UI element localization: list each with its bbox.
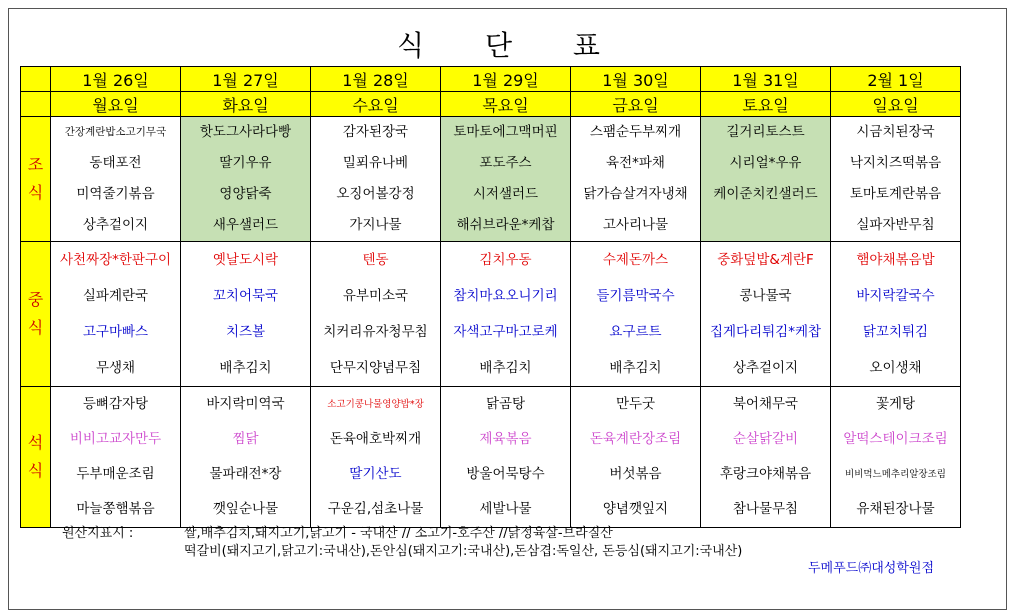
menu-cell: [571, 242, 701, 387]
menu-cell: [51, 387, 181, 528]
dish: 배추김치: [609, 360, 662, 376]
dish: 등뼈감자탕: [82, 396, 149, 412]
dish: 콩나물국: [739, 288, 792, 304]
date-row: [21, 67, 961, 92]
lunch-row: [21, 242, 961, 387]
dish: 치커리유자청무침: [323, 324, 428, 340]
dish: 실파계란국: [82, 288, 149, 304]
dish: 육전*파채: [606, 155, 665, 171]
date-cell: 1월 30일: [571, 67, 701, 92]
origin-line: 떡갈비(돼지고기,닭고기:국내산),돈안심(돼지고기:국내산),돈삼겹:독일산, 돈등심(돼지고기:국내산): [184, 544, 743, 559]
weekday-cell: 월요일: [51, 92, 181, 117]
date-cell: 1월 27일: [181, 67, 311, 92]
menu-cell: [701, 117, 831, 242]
menu-cell: [181, 387, 311, 528]
dish: 오징어볼강정: [336, 186, 415, 202]
dish: 바지락칼국수: [856, 288, 935, 304]
weekday-cell: 수요일: [311, 92, 441, 117]
dish: 버섯볶음: [609, 466, 662, 482]
menu-cell: [181, 242, 311, 387]
menu-cell: [831, 117, 961, 242]
meal-label-char: 식: [27, 318, 44, 337]
menu-cell: [311, 242, 441, 387]
dish: 유채된장나물: [856, 501, 935, 517]
dish: 세발나물: [479, 501, 532, 517]
dish: 시리얼*우유: [729, 155, 802, 171]
corner-cell: [21, 92, 51, 117]
dish: 스팸순두부찌개: [589, 124, 682, 140]
dish: 요구르트: [609, 324, 662, 340]
meal-label-char: 중: [27, 290, 44, 309]
dish: 토마토에그맥머핀: [453, 124, 558, 140]
dish: 김치우동: [479, 252, 532, 268]
dish: 배추김치: [479, 360, 532, 376]
menu-cell: [311, 387, 441, 528]
dish: 닭가슴살겨자냉채: [583, 186, 688, 202]
dish: 간장계란밥소고기무국: [64, 126, 167, 138]
dish: 핫도그사라다빵: [199, 124, 292, 140]
menu-cell: [181, 117, 311, 242]
dish: 딸기우유: [219, 155, 272, 171]
menu-cell: [441, 387, 571, 528]
dish: 구운김,섬초나물: [327, 501, 424, 517]
menu-cell: [831, 242, 961, 387]
dish: 토마토계란볶음: [849, 186, 942, 202]
menu-cell: [701, 387, 831, 528]
dish: 방울어묵탕수: [466, 466, 545, 482]
menu-cell: [441, 117, 571, 242]
dish: 닭곰탕: [485, 396, 526, 412]
dish: [701, 210, 830, 241]
origin-line: 쌀,배추김치,돼지고기,닭고기 - 국내산 // 소고기-호주산 //닭정육살-브라질산: [184, 526, 613, 541]
dish: 꽃게탕: [875, 396, 916, 412]
date-cell: 1월 26일: [51, 67, 181, 92]
dish: 배추김치: [219, 360, 272, 376]
dish: 새우샐러드: [212, 217, 279, 233]
dish: 알떡스테이크조림: [843, 431, 948, 447]
weekday-cell: 일요일: [831, 92, 961, 117]
dish: 들기름막국수: [596, 288, 675, 304]
dish: 후랑크야채볶음: [719, 466, 812, 482]
dish: 사천짜장*한판구이: [59, 252, 172, 268]
dish: 돈육계란장조림: [589, 431, 682, 447]
dish: 제육볶음: [479, 431, 532, 447]
meal-label-char: 식: [27, 183, 44, 202]
dish: 북어채무국: [732, 396, 799, 412]
dish: 낙지치즈떡볶음: [849, 155, 942, 171]
weekday-cell: 화요일: [181, 92, 311, 117]
dish: 비비먹느메추리알장조림: [845, 469, 946, 480]
dish: 텐동: [362, 252, 389, 268]
menu-cell: [311, 117, 441, 242]
date-cell: 1월 31일: [701, 67, 831, 92]
dish: 중화덮밥&계란F: [717, 252, 814, 268]
dish: 해쉬브라운*케찹: [456, 217, 555, 233]
dish: 가지나물: [349, 217, 402, 233]
dish: 오이생채: [869, 360, 922, 376]
menu-cell: [571, 387, 701, 528]
weekday-cell: 토요일: [701, 92, 831, 117]
dish: 케이준치킨샐러드: [713, 186, 818, 202]
dish: 바지락미역국: [206, 396, 285, 412]
dish: 상추겉이지: [732, 360, 799, 376]
dish: 햄야채볶음밥: [856, 252, 935, 268]
meal-label-char: 식: [27, 461, 44, 480]
dish: 닭꼬치튀김: [862, 324, 929, 340]
dish: 집게다리튀김*케찹: [709, 324, 822, 340]
dish: 참나물무침: [732, 501, 799, 517]
dish: 양념깻잎지: [602, 501, 669, 517]
dish: 고구마빠스: [82, 324, 149, 340]
date-cell: 1월 29일: [441, 67, 571, 92]
meal-table: [20, 66, 961, 528]
page-title: 식 단 표: [397, 29, 626, 62]
meal-label-breakfast: [21, 117, 51, 242]
dish: 비비고교자만두: [69, 431, 162, 447]
dish: 고사리나물: [602, 217, 669, 233]
dish: 물파래전*장: [209, 466, 282, 482]
menu-cell: [571, 117, 701, 242]
meal-label-dinner: [21, 387, 51, 528]
menu-cell: [441, 242, 571, 387]
dish: 소고기콩나물영양밥*장: [327, 399, 424, 410]
dish: 돈육애호박찌개: [329, 431, 422, 447]
dish: 유부미소국: [342, 288, 409, 304]
meal-label-char: 조: [27, 155, 44, 174]
dish: 길거리토스트: [726, 124, 805, 140]
dish: 감자된장국: [342, 124, 409, 140]
dish: 시저샐러드: [472, 186, 539, 202]
dish: 밀푀유나베: [342, 155, 409, 171]
weekday-cell: 목요일: [441, 92, 571, 117]
dish: 실파자반무침: [856, 217, 935, 233]
dish: 치즈볼: [225, 324, 266, 340]
vendor-name: 두메푸드㈜대성학원점: [808, 561, 935, 576]
corner-cell: [21, 67, 51, 92]
meal-label-lunch: [21, 242, 51, 387]
dish: 상추겉이지: [82, 217, 149, 233]
dish: 동태포전: [89, 155, 142, 171]
dish: 자색고구마고로케: [453, 324, 558, 340]
breakfast-row: [21, 117, 961, 242]
dish: 두부매운조림: [76, 466, 155, 482]
dish: 포도주스: [479, 155, 532, 171]
dish: 찜닭: [232, 431, 259, 447]
dish: 만두굿: [615, 396, 656, 412]
dish: 영양닭죽: [219, 186, 272, 202]
origin-label: 원산지표시 :: [62, 526, 134, 541]
dish: 수제돈까스: [602, 252, 669, 268]
dish: 무생채: [95, 360, 136, 376]
weekday-cell: 금요일: [571, 92, 701, 117]
menu-cell: [701, 242, 831, 387]
dish: 딸기산도: [349, 466, 402, 482]
dish: 옛날도시락: [212, 252, 279, 268]
meal-label-char: 석: [27, 433, 44, 452]
date-cell: 1월 28일: [311, 67, 441, 92]
menu-cell: [51, 117, 181, 242]
dish: 시금치된장국: [856, 124, 935, 140]
date-cell: 2월 1일: [831, 67, 961, 92]
menu-cell: [831, 387, 961, 528]
dish: 마늘쫑햄볶음: [76, 501, 155, 517]
weekday-row: [21, 92, 961, 117]
dish: 단무지양념무침: [329, 360, 422, 376]
menu-cell: [51, 242, 181, 387]
dish: 미역줄기볶음: [76, 186, 155, 202]
dish: 꼬치어묵국: [212, 288, 279, 304]
dish: 참치마요오니기리: [453, 288, 558, 304]
dish: 순살닭갈비: [732, 431, 799, 447]
dinner-row: [21, 387, 961, 528]
dish: 깻잎순나물: [212, 501, 279, 517]
